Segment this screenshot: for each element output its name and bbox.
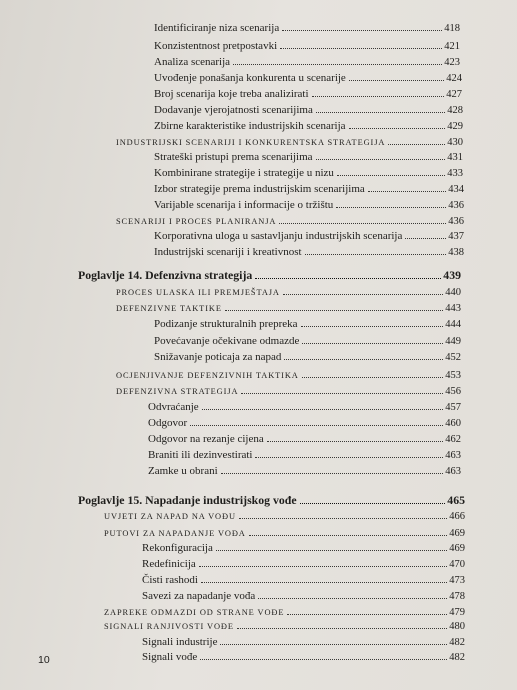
leader-dots (200, 659, 447, 660)
toc-entry (148, 401, 461, 413)
toc-entry-label: ZAPREKE ODMAZDI OD STRANE VOĐE (104, 608, 285, 617)
toc-page-number: 453 (445, 370, 461, 381)
chapter-title: Poglavlje 14. Defenzivna strategija (78, 268, 253, 282)
toc-section-heading (116, 370, 461, 381)
leader-dots (305, 254, 447, 255)
toc-entry-label: SCENARIJI I PROCES PLANIRANJA (116, 217, 277, 226)
toc-entry-label: Broj scenarija koje treba analizirati (154, 88, 309, 100)
toc-page-number: 427 (446, 89, 462, 100)
leader-dots (302, 377, 444, 378)
leader-dots (312, 96, 445, 97)
toc-page-number: 465 (447, 493, 465, 507)
toc-page-number: 482 (449, 652, 465, 663)
chapter-title: Poglavlje 15. Napadanje industrijskog vođe (78, 493, 297, 507)
toc-entry (154, 88, 462, 100)
toc-entry-label: Korporativna uloga u sastavljanju industrijskih scenarija (154, 230, 403, 242)
toc-page-number: 463 (445, 450, 461, 461)
leader-dots (300, 503, 446, 504)
leader-dots (388, 144, 445, 145)
toc-page-number: 469 (449, 528, 465, 539)
toc-entry (142, 590, 465, 602)
toc-page-number: 470 (449, 559, 465, 570)
toc-entry-label: Podizanje strukturalnih prepreka (154, 318, 298, 330)
toc-entry-label: Redefinicija (142, 558, 196, 570)
toc-entry (154, 151, 463, 163)
toc-entry (154, 199, 464, 211)
toc-page-number: 480 (449, 621, 465, 632)
leader-dots (337, 175, 445, 176)
toc-section-heading (104, 621, 465, 632)
toc-entry (154, 40, 460, 52)
toc-section-heading (104, 607, 465, 618)
toc-page-number: 428 (447, 105, 463, 116)
toc-entry-label: Čisti rashodi (142, 574, 198, 586)
leader-dots (233, 64, 442, 65)
leader-dots (283, 294, 443, 295)
toc-entry (154, 183, 464, 195)
leader-dots (316, 112, 445, 113)
leader-dots (220, 644, 447, 645)
toc-entry-label: Signali vođe (142, 651, 198, 663)
toc-page-number: 443 (445, 303, 461, 314)
toc-page-number: 479 (449, 607, 465, 618)
toc-section-heading (104, 528, 465, 539)
leader-dots (316, 159, 446, 160)
leader-dots (349, 128, 446, 129)
leader-dots (280, 48, 442, 49)
leader-dots (216, 550, 447, 551)
toc-page-number: 434 (448, 184, 464, 195)
toc-entry-label: Izbor strategije prema industrijskim scenarijima (154, 183, 365, 195)
leader-dots (221, 473, 444, 474)
toc-entry-label: UVJETI ZA NAPAD NA VOĐU (104, 512, 236, 521)
toc-entry (142, 651, 465, 663)
toc-entry (154, 120, 463, 132)
toc-entry-label: Braniti ili dezinvestirati (148, 449, 253, 461)
toc-entry-label: Analiza scenarija (154, 56, 231, 68)
leader-dots (302, 343, 443, 344)
leader-dots (368, 191, 446, 192)
leader-dots (287, 614, 447, 615)
toc-entry-label: Dodavanje vjerojatnosti scenarijima (154, 104, 313, 116)
toc-entry (154, 318, 461, 330)
toc-entry (142, 574, 465, 586)
toc-page-number: 436 (448, 216, 464, 227)
leader-dots (237, 628, 447, 629)
toc-chapter-14 (78, 268, 461, 283)
toc-section-heading (116, 216, 464, 227)
leader-dots (249, 535, 448, 536)
toc-entry-label: SIGNALI RANJIVOSTI VOĐE (104, 622, 234, 631)
leader-dots (241, 393, 443, 394)
leader-dots (301, 326, 444, 327)
toc-entry-label: Zbirne karakteristike industrijskih scenarija (154, 120, 346, 132)
toc-entry (154, 72, 462, 84)
toc-entry-label: INDUSTRIJSKI SCENARIJI I KONKURENTSKA STRATEGIJA (116, 138, 386, 147)
toc-section-heading (116, 386, 461, 397)
toc-entry-label: Identificiranje niza scenarija (154, 22, 280, 34)
toc-section-heading (104, 511, 465, 522)
toc-page-number: 452 (445, 352, 461, 363)
toc-entry (154, 230, 464, 242)
page-number: 10 (38, 654, 50, 666)
toc-entry-label: Konzistentnost pretpostavki (154, 40, 278, 52)
toc-page-number: 421 (444, 41, 460, 52)
toc-page-number: 424 (446, 73, 462, 84)
toc-entry-label: Povećavanje očekivane odmazde (154, 335, 300, 347)
toc-entry-label: Strateški pristupi prema scenarijima (154, 151, 313, 163)
leader-dots (282, 30, 442, 31)
toc-section-heading (116, 137, 463, 148)
leader-dots (258, 598, 447, 599)
toc-page-number: 469 (449, 543, 465, 554)
toc-entry (142, 558, 465, 570)
toc-entry-label: Zamke u obrani (148, 465, 218, 477)
toc-entry (154, 246, 464, 258)
toc-entry-label: Kombinirane strategije i strategije u nizu (154, 167, 334, 179)
toc-section-heading (116, 303, 461, 314)
leader-dots (349, 80, 444, 81)
toc-page-number: 482 (449, 637, 465, 648)
toc-entry (142, 636, 465, 648)
leader-dots (202, 409, 444, 410)
leader-dots (225, 310, 443, 311)
toc-page-number: 444 (445, 319, 461, 330)
toc-entry-label: Odgovor (148, 417, 188, 429)
leader-dots (201, 582, 447, 583)
leader-dots (190, 425, 443, 426)
toc-entry (154, 167, 463, 179)
toc-entry-label: PUTOVI ZA NAPADANJE VOĐA (104, 529, 246, 538)
toc-page-number: 423 (444, 57, 460, 68)
toc-page-number: 460 (445, 418, 461, 429)
toc-entry (148, 417, 461, 429)
toc-page-number: 449 (445, 336, 461, 347)
toc-entry-label: Savezi za napadanje vođa (142, 590, 256, 602)
leader-dots (199, 566, 447, 567)
toc-page-number: 430 (447, 137, 463, 148)
toc-page-number: 440 (445, 287, 461, 298)
leader-dots (255, 278, 441, 279)
toc-entry (148, 433, 461, 445)
toc-entry (154, 56, 460, 68)
toc-section-heading (116, 287, 461, 298)
toc-page-number: 456 (445, 386, 461, 397)
toc-entry (154, 335, 461, 347)
toc-entry-label: DEFENZIVNE TAKTIKE (116, 304, 222, 313)
toc-chapter-15 (78, 493, 465, 508)
toc-page-number: 437 (448, 231, 464, 242)
toc-page-number: 457 (445, 402, 461, 413)
toc-page-number: 462 (445, 434, 461, 445)
toc-page-number: 436 (448, 200, 464, 211)
toc-entry-label: Odgovor na rezanje cijena (148, 433, 264, 445)
toc-page-number: 439 (443, 268, 461, 282)
toc-entry-label: Uvođenje ponašanja konkurenta u scenarije (154, 72, 346, 84)
leader-dots (405, 238, 446, 239)
toc-page-number: 478 (449, 591, 465, 602)
toc-page-number: 438 (448, 247, 464, 258)
toc-entry-label: Signali industrije (142, 636, 218, 648)
toc-entry (142, 542, 465, 554)
toc-page-number: 429 (447, 121, 463, 132)
toc-page-number: 463 (445, 466, 461, 477)
toc-entry-label: Varijable scenarija i informacije o tržištu (154, 199, 334, 211)
leader-dots (267, 441, 444, 442)
toc-entry-label: PROCES ULASKA ILI PREMJEŠTAJA (116, 288, 280, 297)
toc-page-number: 466 (449, 511, 465, 522)
toc-entry-label: Odvraćanje (148, 401, 199, 413)
toc-entry-label: Industrijski scenariji i kreativnost (154, 246, 302, 258)
leader-dots (279, 223, 446, 224)
toc-entry-label: Snižavanje poticaja za napad (154, 351, 282, 363)
leader-dots (239, 518, 447, 519)
toc-entry (148, 465, 461, 477)
toc-entry (154, 104, 463, 116)
leader-dots (255, 457, 443, 458)
toc-entry (154, 351, 461, 363)
toc-entry-label: Rekonfiguracija (142, 542, 213, 554)
toc-page-number: 418 (444, 23, 460, 34)
leader-dots (336, 207, 446, 208)
toc-page-number: 433 (447, 168, 463, 179)
toc-page-number: 431 (447, 152, 463, 163)
toc-entry-label: OCJENJIVANJE DEFENZIVNIH TAKTIKA (116, 371, 299, 380)
toc-entry-label: DEFENZIVNA STRATEGIJA (116, 387, 239, 396)
leader-dots (284, 359, 443, 360)
toc-page-number: 473 (449, 575, 465, 586)
toc-entry (148, 449, 461, 461)
toc-entry (154, 22, 460, 34)
